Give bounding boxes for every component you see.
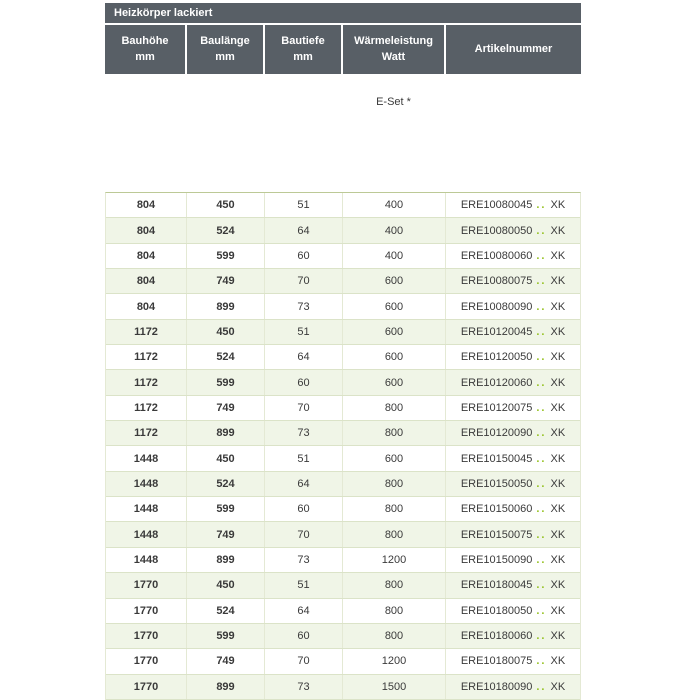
cell-watt: 1500 [343,675,446,699]
artikel-number: ERE10150075 [460,528,533,541]
cell-bautiefe: 60 [265,497,343,521]
cell-watt: 400 [343,244,446,268]
cell-artikelnummer [446,218,580,242]
cell-artikelnummer [446,345,580,369]
eset-label: E-Set * [376,96,411,108]
artikel-number: ERE10120060 [460,376,533,389]
cell-watt: 800 [343,421,446,445]
header-label-line1: Wärmeleistung [354,34,433,47]
cell-bauhoehe: 1448 [106,446,187,470]
cell-baulaenge: 899 [187,675,265,699]
cell-baulaenge: 599 [187,370,265,394]
header-label-line2: Watt [381,50,406,63]
artikel-number: ERE10180060 [460,630,533,643]
column-header-artikelnummer [446,25,581,74]
cell-watt: 800 [343,396,446,420]
cell-baulaenge: 524 [187,218,265,242]
artikel-suffix: XK [550,325,566,338]
cell-artikelnummer [446,573,580,597]
cell-artikelnummer [446,370,580,394]
cell-artikelnummer [446,624,580,648]
cell-bauhoehe: 1770 [106,573,187,597]
cell-artikelnummer [446,396,580,420]
table-row [106,370,580,395]
table-row [106,396,580,421]
cell-baulaenge: 599 [187,244,265,268]
artikel-number: ERE10180050 [460,604,533,617]
artikel-number: ERE10120075 [460,401,533,414]
table-row [106,244,580,269]
cell-bauhoehe: 804 [106,193,187,217]
cell-watt: 600 [343,294,446,318]
cell-watt: 800 [343,599,446,623]
cell-baulaenge: 899 [187,294,265,318]
cell-bautiefe: 73 [265,675,343,699]
cell-baulaenge: 450 [187,193,265,217]
cell-watt: 600 [343,370,446,394]
artikel-suffix: XK [550,630,566,643]
artikel-dots: .. [536,452,547,465]
cell-artikelnummer [446,472,580,496]
cell-artikelnummer [446,649,580,673]
column-header-baulaenge [187,25,263,74]
artikel-dots: .. [536,376,547,389]
artikel-suffix: XK [550,477,566,490]
cell-watt: 800 [343,624,446,648]
artikel-suffix: XK [550,300,566,313]
cell-bautiefe: 51 [265,320,343,344]
artikel-number: ERE10120045 [460,325,533,338]
artikel-dots: .. [536,275,547,288]
artikel-suffix: XK [550,579,566,592]
cell-bautiefe: 51 [265,193,343,217]
artikel-dots: .. [536,351,547,364]
table-row [106,472,580,497]
table-row [106,497,580,522]
table-row [106,675,580,700]
cell-baulaenge: 599 [187,624,265,648]
cell-artikelnummer [446,244,580,268]
artikel-dots: .. [536,630,547,643]
cell-bautiefe: 60 [265,624,343,648]
table-body [105,192,581,700]
table-row [106,218,580,243]
cell-watt: 800 [343,522,446,546]
cell-bautiefe: 70 [265,269,343,293]
artikel-suffix: XK [550,553,566,566]
cell-artikelnummer [446,522,580,546]
cell-baulaenge: 450 [187,446,265,470]
cell-artikelnummer [446,446,580,470]
cell-watt: 400 [343,193,446,217]
table-row [106,548,580,573]
artikel-number: ERE10080060 [460,249,533,262]
cell-baulaenge: 599 [187,497,265,521]
header-label-line1: Bautiefe [281,34,325,47]
artikel-dots: .. [536,503,547,516]
artikel-dots: .. [536,300,547,313]
cell-bautiefe: 64 [265,599,343,623]
cell-bauhoehe: 804 [106,218,187,242]
artikel-dots: .. [536,655,547,668]
cell-bautiefe: 64 [265,218,343,242]
cell-watt: 600 [343,345,446,369]
artikel-suffix: XK [550,401,566,414]
artikel-suffix: XK [550,224,566,237]
cell-bautiefe: 64 [265,345,343,369]
header-label-line2: mm [215,50,235,63]
cell-bauhoehe: 1448 [106,472,187,496]
artikel-number: ERE10080075 [460,275,533,288]
artikel-suffix: XK [550,680,566,693]
artikel-dots: .. [536,553,547,566]
table-row [106,446,580,471]
cell-bauhoehe: 1770 [106,624,187,648]
cell-bauhoehe: 804 [106,269,187,293]
cell-baulaenge: 899 [187,421,265,445]
column-header-bautiefe [265,25,341,74]
artikel-suffix: XK [550,452,566,465]
artikel-number: ERE10150045 [460,452,533,465]
header-label-line1: Baulänge [200,34,250,47]
table-row [106,573,580,598]
cell-artikelnummer [446,294,580,318]
table-row [106,294,580,319]
artikel-dots: .. [536,604,547,617]
artikel-number: ERE10150090 [460,553,533,566]
artikel-number: ERE10180075 [460,655,533,668]
table-row [106,599,580,624]
artikel-number: ERE10080045 [460,199,533,212]
artikel-suffix: XK [550,376,566,389]
cell-baulaenge: 749 [187,522,265,546]
header-label-line2: mm [293,50,313,63]
artikel-suffix: XK [550,275,566,288]
cell-bautiefe: 64 [265,472,343,496]
cell-watt: 1200 [343,649,446,673]
header-label-line1: Artikelnummer [474,42,553,55]
cell-bauhoehe: 1172 [106,396,187,420]
cell-baulaenge: 749 [187,396,265,420]
cell-artikelnummer [446,497,580,521]
table-row [106,269,580,294]
cell-bautiefe: 60 [265,370,343,394]
artikel-dots: .. [536,427,547,440]
cell-bautiefe: 70 [265,396,343,420]
cell-bautiefe: 70 [265,522,343,546]
artikel-dots: .. [536,401,547,414]
artikel-number: ERE10080090 [460,300,533,313]
table-row [106,624,580,649]
cell-bautiefe: 51 [265,573,343,597]
column-header-waermeleistung [343,25,444,74]
cell-watt: 600 [343,269,446,293]
cell-bautiefe: 73 [265,421,343,445]
cell-artikelnummer [446,269,580,293]
cell-bauhoehe: 1448 [106,497,187,521]
cell-bauhoehe: 804 [106,244,187,268]
table-subheader [105,74,581,192]
table-row [106,193,580,218]
cell-bautiefe: 73 [265,548,343,572]
header-label-line2: mm [135,50,155,63]
cell-artikelnummer [446,599,580,623]
header-label-line1: Bauhöhe [121,34,169,47]
cell-bauhoehe: 1448 [106,522,187,546]
cell-watt: 600 [343,320,446,344]
cell-baulaenge: 749 [187,269,265,293]
cell-watt: 1200 [343,548,446,572]
artikel-suffix: XK [550,351,566,364]
table-row [106,320,580,345]
cell-watt: 800 [343,497,446,521]
artikel-number: ERE10120090 [460,427,533,440]
artikel-suffix: XK [550,249,566,262]
table-title: Heizkörper lackiert [105,3,581,23]
cell-baulaenge: 524 [187,345,265,369]
artikel-number: ERE10120050 [460,351,533,364]
column-header-bauhoehe [105,25,185,74]
artikel-suffix: XK [550,199,566,212]
cell-bauhoehe: 1172 [106,345,187,369]
cell-baulaenge: 450 [187,320,265,344]
artikel-suffix: XK [550,503,566,516]
cell-bautiefe: 73 [265,294,343,318]
cell-bauhoehe: 1770 [106,675,187,699]
cell-bauhoehe: 1172 [106,370,187,394]
artikel-dots: .. [536,477,547,490]
cell-bautiefe: 60 [265,244,343,268]
artikel-number: ERE10180090 [460,680,533,693]
cell-bauhoehe: 1448 [106,548,187,572]
artikel-dots: .. [536,249,547,262]
cell-artikelnummer [446,320,580,344]
cell-watt: 400 [343,218,446,242]
cell-bauhoehe: 1172 [106,320,187,344]
artikel-dots: .. [536,199,547,212]
table-header-row [105,25,581,74]
product-table [105,3,581,700]
cell-baulaenge: 524 [187,599,265,623]
artikel-suffix: XK [550,427,566,440]
cell-artikelnummer [446,193,580,217]
cell-artikelnummer [446,548,580,572]
artikel-number: ERE10180045 [460,579,533,592]
artikel-suffix: XK [550,604,566,617]
cell-watt: 800 [343,472,446,496]
artikel-dots: .. [536,224,547,237]
cell-bautiefe: 70 [265,649,343,673]
cell-watt: 800 [343,573,446,597]
cell-bauhoehe: 1770 [106,649,187,673]
table-row [106,345,580,370]
artikel-dots: .. [536,680,547,693]
cell-baulaenge: 749 [187,649,265,673]
cell-baulaenge: 899 [187,548,265,572]
cell-artikelnummer [446,675,580,699]
artikel-dots: .. [536,325,547,338]
cell-artikelnummer [446,421,580,445]
artikel-dots: .. [536,528,547,541]
table-row [106,522,580,547]
artikel-number: ERE10150050 [460,477,533,490]
cell-baulaenge: 524 [187,472,265,496]
artikel-number: ERE10080050 [460,224,533,237]
cell-bauhoehe: 1172 [106,421,187,445]
artikel-suffix: XK [550,655,566,668]
cell-watt: 600 [343,446,446,470]
table-row [106,649,580,674]
artikel-suffix: XK [550,528,566,541]
cell-bauhoehe: 1770 [106,599,187,623]
table-row [106,421,580,446]
artikel-dots: .. [536,579,547,592]
cell-bautiefe: 51 [265,446,343,470]
cell-bauhoehe: 804 [106,294,187,318]
cell-baulaenge: 450 [187,573,265,597]
artikel-number: ERE10150060 [460,503,533,516]
